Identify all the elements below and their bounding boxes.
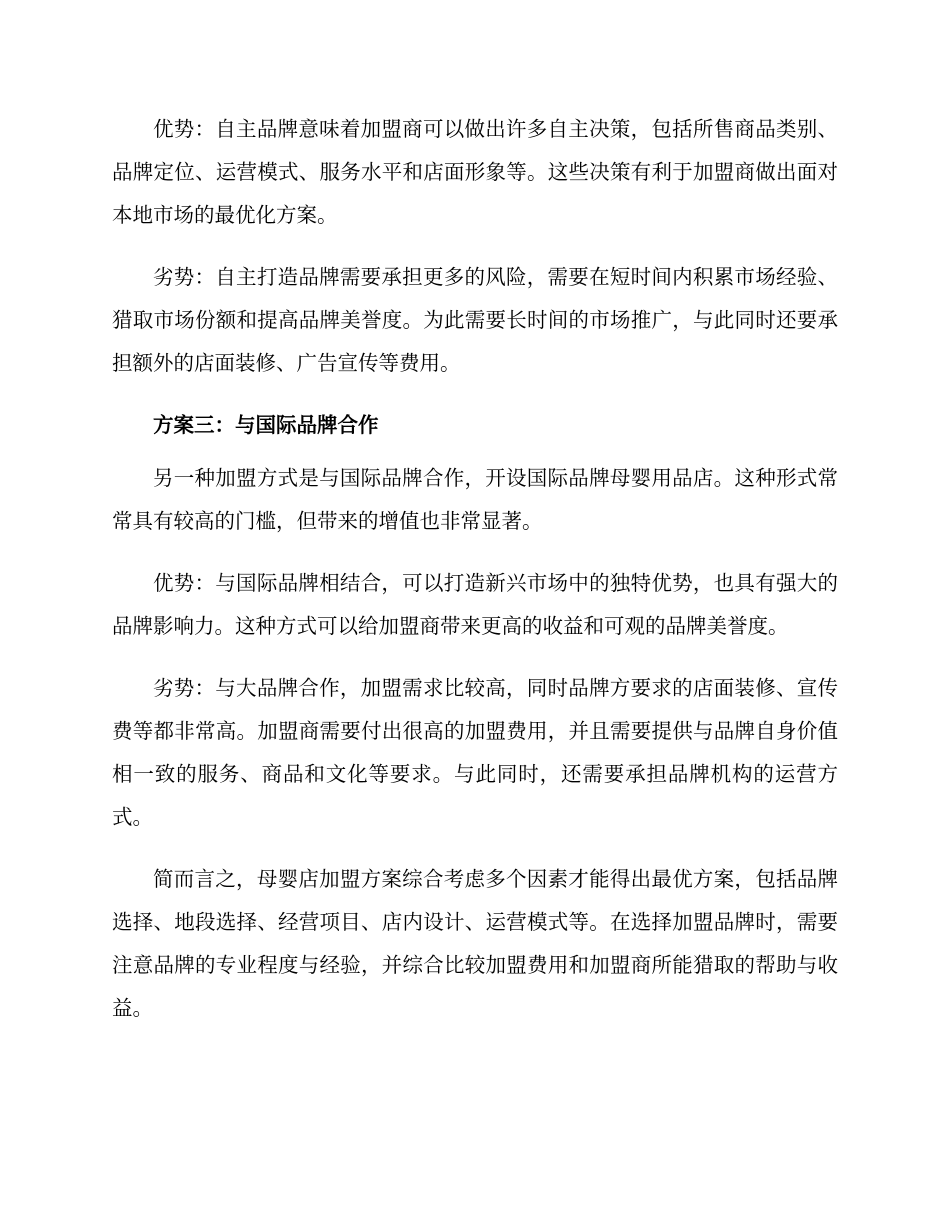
paragraph-international-brand-advantages: 优势：与国际品牌相结合，可以打造新兴市场中的独特优势，也具有强大的品牌影响力。这种方式可以给加盟商带来更高的收益和可观的品牌美誉度。 bbox=[112, 571, 838, 638]
paragraph-international-brand-disadvantages: 劣势：与大品牌合作，加盟需求比较高，同时品牌方要求的店面装修、宣传费等都非常高。加盟商需要付出很高的加盟费用，并且需要提供与品牌自身价值相一致的服务、商品和文化等要求。与此同时，还需要承担品牌机构的运营方式。 bbox=[112, 676, 838, 829]
paragraph-international-brand-intro: 另一种加盟方式是与国际品牌合作，开设国际品牌母婴用品店。这种形式常常具有较高的门槛，但带来的增值也非常显著。 bbox=[112, 466, 838, 533]
paragraph-own-brand-advantages: 优势：自主品牌意味着加盟商可以做出许多自主决策，包括所售商品类别、品牌定位、运营模式、服务水平和店面形象等。这些决策有利于加盟商做出面对本地市场的最优化方案。 bbox=[112, 117, 838, 227]
paragraph-conclusion: 简而言之，母婴店加盟方案综合考虑多个因素才能得出最优方案，包括品牌选择、地段选择、经营项目、店内设计、运营模式等。在选择加盟品牌时，需要注意品牌的专业程度与经验，并综合比较加盟费用和加盟商所能猎取的帮助与收益。 bbox=[112, 867, 838, 1020]
paragraph-own-brand-disadvantages: 劣势：自主打造品牌需要承担更多的风险，需要在短时间内积累市场经验、猎取市场份额和提高品牌美誉度。为此需要长时间的市场推广，与此同时还要承担额外的店面装修、广告宣传等费用。 bbox=[112, 265, 838, 375]
section-heading-plan-three: 方案三：与国际品牌合作 bbox=[153, 413, 379, 437]
